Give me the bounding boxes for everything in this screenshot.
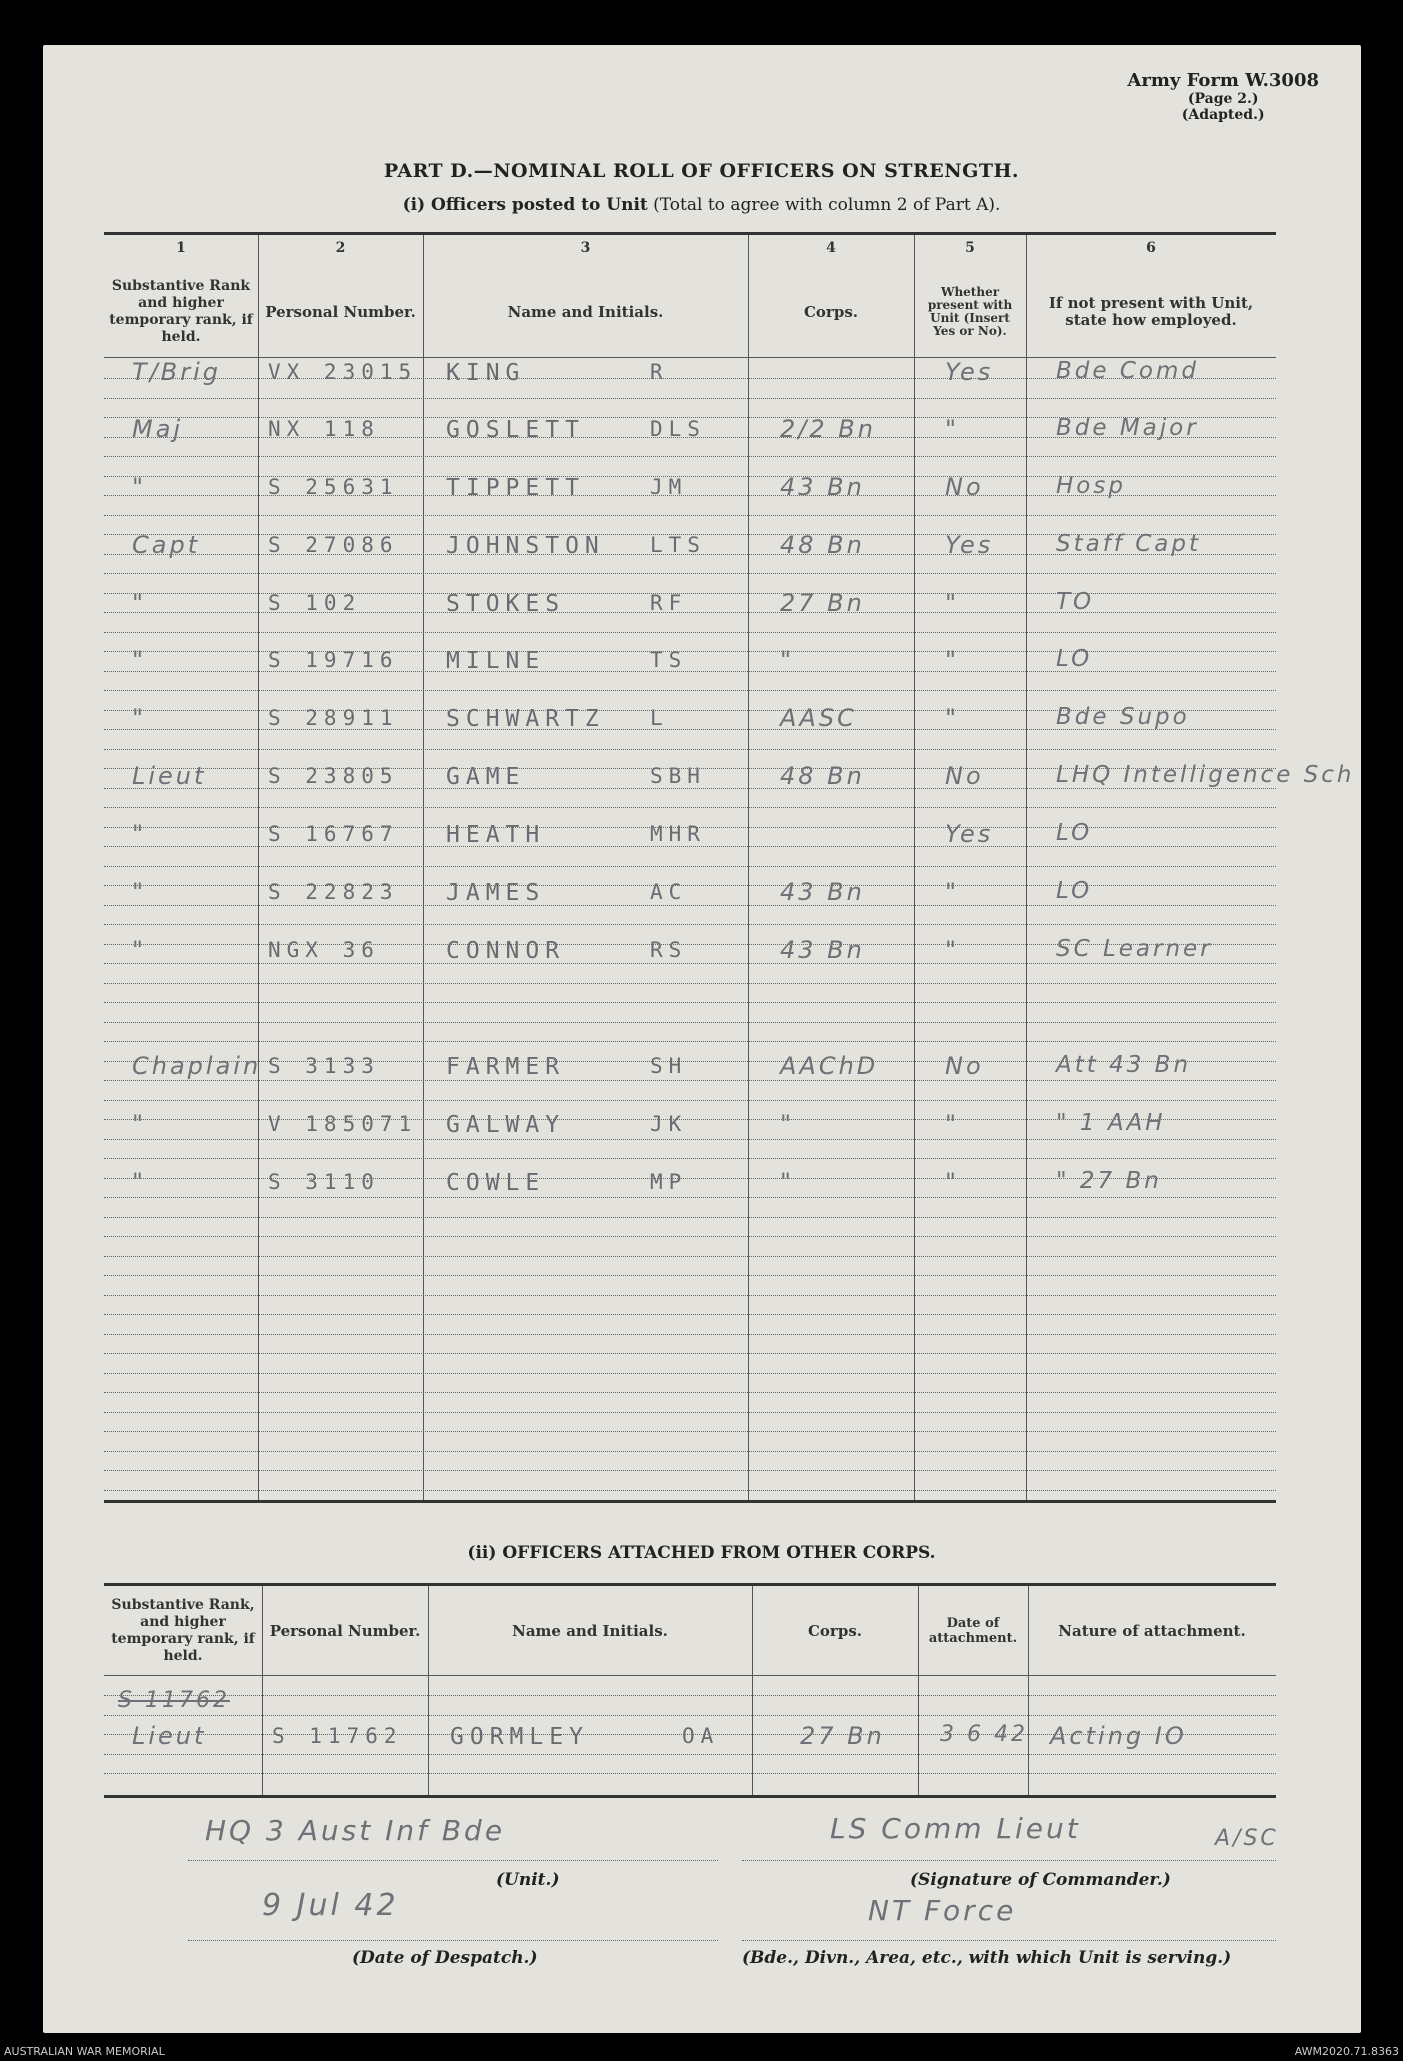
table1-corps: 43 Bn [780,936,865,964]
table1-ruled-line [104,1100,1276,1101]
table1-ruled-line [104,905,1276,906]
table1-rank: Maj [132,415,184,443]
serving-line [742,1940,1276,1941]
table2-column-header: Nature of attachment. [1058,1621,1246,1640]
table1-present: No [945,473,984,501]
table1-ruled-line [104,1139,1276,1140]
table1-name: MILNE [446,648,546,674]
table1-initials: RS [650,938,688,962]
table1-column-header: Personal Number. [265,302,416,321]
table1-corps: 43 Bn [780,878,865,906]
table1-present: " [945,415,960,443]
table1-present: " [945,936,960,964]
form-name: Army Form W.3008 [1127,70,1319,91]
table1-employment: Staff Capt [1056,531,1201,557]
table1-corps: 48 Bn [780,531,865,559]
table1-initials: DLS [650,417,706,441]
table1-rank: Lieut [132,762,207,790]
table1-employment: Bde Comd [1056,358,1199,384]
table1-present: " [945,646,960,674]
table2-ruled-line [104,1715,1276,1716]
table1-present: Yes [945,820,994,848]
table2-ruled-line [104,1773,1276,1774]
table2-column-header: Name and Initials. [512,1621,668,1640]
table1-initials: R [650,360,669,384]
table1-corps: 2/2 Bn [780,415,876,443]
table1-ruled-line [104,1295,1276,1296]
table1-initials: MP [650,1170,688,1194]
table2-ruled-line [104,1695,1276,1696]
serving-value: NT Force [868,1894,1017,1927]
table1-ruled-line [104,1158,1276,1159]
table1-ruled-line [104,1236,1276,1237]
table1-corps: 43 Bn [780,473,865,501]
table1-present: " [945,878,960,906]
page-subtitle [0,195,1403,215]
table1-ruled-line [104,1470,1276,1471]
table1-personal-number: S 3110 [268,1170,380,1194]
signature-label: (Signature of Commander.) [910,1870,1171,1890]
table1-column-divider [914,235,915,1500]
table1-employment: Bde Supo [1056,704,1190,730]
table1-present: No [945,1052,984,1080]
table1-name: GAME [446,764,526,790]
table2-column-header: Corps. [807,1621,862,1640]
table1-column-divider [1026,235,1027,1500]
table2-column-divider [918,1586,919,1795]
credit-left: AUSTRALIAN WAR MEMORIAL [4,2045,165,2058]
signature-line [742,1860,1276,1861]
table2-initials: OA [682,1724,720,1748]
table1-name: GOSLETT [446,417,585,443]
table1-column-number: 2 [335,240,346,256]
table1-ruled-line [104,1451,1276,1452]
table1-personal-number: S 23805 [268,764,399,788]
table1-ruled-line [104,749,1276,750]
table2-top-rule [104,1583,1276,1586]
table1-column-number: 4 [826,240,836,256]
table1-name: COWLE [446,1170,546,1196]
unit-value: HQ 3 Aust Inf Bde [205,1814,506,1847]
table2-rank: Lieut [132,1722,207,1750]
table1-personal-number: VX 23015 [268,360,418,384]
table1-employment: " 27 Bn [1056,1168,1162,1194]
table1-initials: JM [650,475,688,499]
table1-personal-number: S 25631 [268,475,399,499]
table1-ruled-line [104,983,1276,984]
table2-header-rule [104,1675,1276,1676]
table1-rank: T/Brig [132,358,221,386]
table2-name: GORMLEY [450,1724,589,1750]
table1-employment: Att 43 Bn [1056,1052,1192,1078]
table1-employment: LO [1056,820,1093,846]
table1-ruled-line [104,1217,1276,1218]
table1-ruled-line [104,1256,1276,1257]
table1-column-divider [258,235,259,1500]
table2-column-divider [752,1586,753,1795]
table1-ruled-line [104,1412,1276,1413]
table1-employment: LO [1056,878,1093,904]
table1-rank: " [132,820,147,848]
table1-ruled-line [104,1334,1276,1335]
table1-name: HEATH [446,822,546,848]
section2-title: (ii) OFFICERS ATTACHED FROM OTHER CORPS. [467,1543,936,1563]
table1-personal-number: S 19716 [268,648,399,672]
table2-bottom-rule [104,1795,1276,1798]
table1-ruled-line [104,1275,1276,1276]
table2-column-header: Personal Number. [269,1621,421,1640]
table1-personal-number: S 16767 [268,822,399,846]
subtitle-rest: (Total to agree with column 2 of Part A). [647,195,1001,215]
table1-initials: TS [650,648,688,672]
table2-column-header: Substantive Rank, and higher temporary rank, if held. [111,1597,255,1664]
table2-corps: 27 Bn [800,1722,885,1750]
signature-value: LS Comm Lieut [830,1812,1081,1845]
table1-ruled-line [104,866,1276,867]
table1-personal-number: S 28911 [268,706,399,730]
table1-ruled-line [104,788,1276,789]
table1-present: Yes [945,358,994,386]
despatch-date-label: (Date of Despatch.) [352,1948,538,1968]
table1-employment: Bde Major [1056,415,1199,441]
table1-column-header: Corps. [803,302,858,321]
table1-name: SCHWARTZ [446,706,605,732]
table2-date: 3 6 42 [940,1722,1028,1747]
table1-personal-number: S 22823 [268,880,399,904]
table1-corps: AAChD [780,1052,879,1080]
table1-rank: " [132,1168,147,1196]
table1-employment: " 1 AAH [1056,1110,1166,1136]
table2-personal-number: S 11762 [272,1724,403,1748]
table1-employment: SC Learner [1056,936,1213,962]
table1-name: STOKES [446,591,566,617]
table1-ruled-line [104,632,1276,633]
table1-name: CONNOR [446,938,566,964]
table1-bottom-rule [104,1500,1276,1503]
table1-name: FARMER [446,1054,566,1080]
table1-rank: " [132,473,147,501]
table1-name: JAMES [446,880,546,906]
table2-column-divider [428,1586,429,1795]
credit-right: AWM2020.71.8363 [1294,2045,1399,2058]
table1-column-header: Whether present with Unit (Insert Yes or No). [927,285,1013,338]
table1-initials: MHR [650,822,706,846]
table1-name: GALWAY [446,1112,566,1138]
page-title: PART D.—NOMINAL ROLL OF OFFICERS ON STRENGTH. [383,160,1020,182]
table1-present: Yes [945,531,994,559]
unit-label: (Unit.) [496,1870,560,1890]
table1-column-header: Name and Initials. [507,302,664,321]
table1-rank: " [132,646,147,674]
table1-rank: " [132,878,147,906]
table1-employment: Hosp [1056,473,1126,499]
table1-ruled-line [104,846,1276,847]
table1-rank: " [132,1110,147,1138]
subtitle-bold: (i) Officers posted to Unit [402,195,648,215]
table1-ruled-line [104,1041,1276,1042]
table1-present: " [945,1110,960,1138]
table1-corps: " [780,1110,795,1138]
table1-ruled-line [104,1314,1276,1315]
table1-ruled-line [104,573,1276,574]
serving-label: (Bde., Divn., Area, etc., with which Unit is serving.) [742,1948,1232,1968]
table2-ruled-line [104,1754,1276,1755]
table1-ruled-line [104,456,1276,457]
table1-present: No [945,762,984,790]
table1-rank: Chaplain [132,1052,262,1080]
table1-rank: Capt [132,531,201,559]
form-page-number: (Page 2.) [1187,91,1259,107]
table1-initials: SBH [650,764,706,788]
form-note: (Adapted.) [1181,107,1265,123]
table1-present: " [945,589,960,617]
table1-column-number: 5 [965,240,975,256]
table1-initials: L [650,706,669,730]
table1-employment: TO [1056,589,1095,615]
table2-column-divider [1028,1586,1029,1795]
unit-line [188,1860,718,1861]
date-line [188,1940,718,1941]
table1-ruled-line [104,1373,1276,1374]
table1-ruled-line [104,924,1276,925]
table1-employment: LO [1056,646,1093,672]
table1-ruled-line [104,807,1276,808]
struck-out-entry: S 11762 [118,1688,230,1713]
table1-rank: " [132,589,147,617]
table1-ruled-line [104,515,1276,516]
table1-column-header: If not present with Unit, state how employed. [1048,294,1254,329]
table1-corps: AASC [780,704,857,732]
table1-personal-number: S 3133 [268,1054,380,1078]
despatch-date-value: 9 Jul 42 [262,1888,399,1923]
table1-ruled-line [104,1080,1276,1081]
table1-column-number: 1 [176,240,186,256]
table1-ruled-line [104,1002,1276,1003]
table1-column-divider [423,235,424,1500]
table1-corps: " [780,646,795,674]
table1-personal-number: NX 118 [268,417,380,441]
table1-personal-number: S 27086 [268,533,399,557]
table1-personal-number: NGX 36 [268,938,380,962]
table1-present: " [945,704,960,732]
table1-ruled-line [104,1431,1276,1432]
table2-nature: Acting IO [1050,1722,1187,1750]
table1-column-divider [748,235,749,1500]
table1-column-number: 3 [580,240,591,256]
table1-column-header: Substantive Rank and higher temporary rank, if held. [109,278,253,345]
table1-personal-number: S 102 [268,591,362,615]
table1-initials: JK [650,1112,688,1136]
table1-ruled-line [104,1392,1276,1393]
table2-column-divider [262,1586,263,1795]
table1-present: " [945,1168,960,1196]
table1-corps: 27 Bn [780,589,865,617]
table1-rank: " [132,936,147,964]
table1-initials: RF [650,591,688,615]
table1-initials: LTS [650,533,706,557]
table1-name: KING [446,360,526,386]
table1-rank: " [132,704,147,732]
table1-name: TIPPETT [446,475,585,501]
table1-ruled-line [104,1353,1276,1354]
table1-ruled-line [104,690,1276,691]
table1-name: JOHNSTON [446,533,605,559]
form-identifier [1127,70,1319,123]
table1-personal-number: V 185071 [268,1112,418,1136]
table1-top-rule [104,232,1276,235]
signature-suffix: A/SC [1215,1826,1279,1851]
table1-corps: " [780,1168,795,1196]
table1-ruled-line [104,963,1276,964]
table1-initials: SH [650,1054,688,1078]
table1-ruled-line [104,1490,1276,1491]
table1-corps: 48 Bn [780,762,865,790]
table1-ruled-line [104,1197,1276,1198]
table1-ruled-line [104,1022,1276,1023]
table1-column-number: 6 [1146,240,1156,256]
table1-initials: AC [650,880,688,904]
table1-employment: LHQ Intelligence Sch [1056,762,1355,788]
table1-ruled-line [104,398,1276,399]
table2-column-header: Date of attachment. [928,1616,1018,1646]
